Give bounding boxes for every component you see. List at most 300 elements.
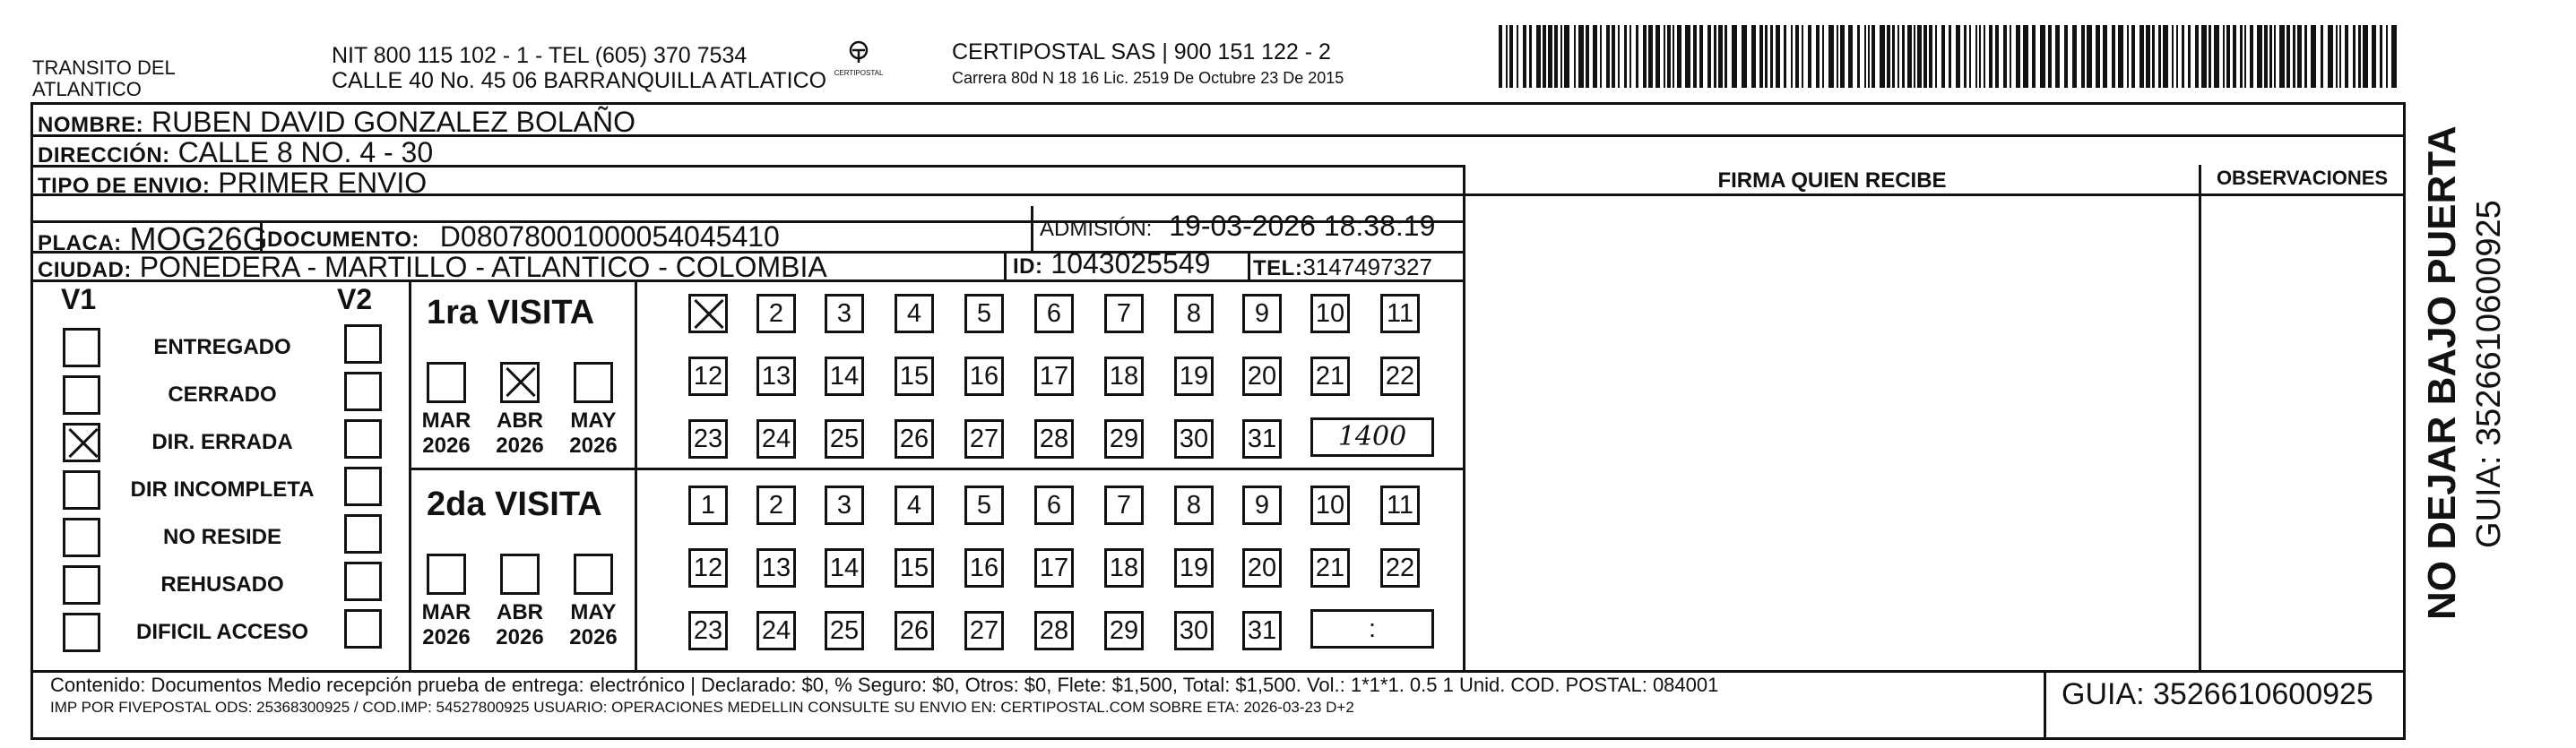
barcode-bar: [2358, 25, 2361, 88]
barcode-bar: [2345, 25, 2348, 88]
barcode-bar: [1685, 25, 1690, 88]
barcode-bar: [2233, 25, 2236, 88]
barcode-bar: [1548, 25, 1552, 88]
visit-title: 2da VISITA: [427, 486, 602, 523]
org-line-2: ATLANTICO: [32, 78, 142, 100]
barcode-bar: [1871, 25, 1875, 88]
day-box[interactable]: 4: [895, 486, 934, 525]
month-checkbox[interactable]: [574, 362, 613, 403]
month-year: 2026: [569, 434, 618, 458]
barcode-bar: [1523, 25, 1526, 88]
barcode-bar: [2131, 25, 2135, 88]
barcode-bar: [2244, 25, 2246, 88]
day-box[interactable]: 16: [964, 357, 1004, 396]
side-warning: NO DEJAR BAJO PUERTA: [2420, 125, 2464, 620]
barcode-bar: [1543, 25, 1546, 88]
barcode-bar: [1578, 25, 1584, 88]
barcode-bar: [1917, 25, 1922, 88]
barcode-bar: [1802, 25, 1803, 88]
barcode-bar: [2010, 25, 2011, 88]
barcode-bar: [2223, 25, 2225, 88]
status-label: CERRADO: [168, 383, 277, 407]
barcode-bar: [1975, 25, 1977, 88]
documento-label: DOCUMENTO:: [267, 228, 419, 252]
barcode-bar: [1612, 25, 1615, 88]
barcode-bar: [2146, 25, 2150, 88]
license-line: Carrera 80d N 18 16 Lic. 2519 De Octubre 23 De 2015: [952, 69, 1344, 87]
tipo-label: TIPO DE ENVIO:: [38, 174, 211, 198]
status-label: NO RESIDE: [162, 525, 282, 549]
observaciones-area[interactable]: [2203, 199, 2400, 668]
barcode-bar: [2016, 25, 2020, 88]
barcode-bar: [1759, 25, 1763, 88]
barcode-bar: [2003, 25, 2007, 88]
barcode-bar: [2274, 25, 2276, 88]
month-name: MAY: [570, 600, 617, 624]
barcode-bar: [1964, 25, 1967, 88]
barcode-bar: [1887, 25, 1890, 88]
v2-checkbox[interactable]: [344, 609, 382, 649]
barcode-bar: [2158, 25, 2161, 88]
day-box[interactable]: 5: [964, 486, 1004, 525]
barcode-bar: [2055, 25, 2060, 88]
barcode-bar: [2048, 25, 2052, 88]
barcode-bar: [1765, 25, 1768, 88]
admision-row: [1040, 210, 1435, 243]
ciudad-value: PONEDERA - MARTILLO - ATLANTICO - COLOMBIA: [139, 251, 827, 283]
month-year: 2026: [422, 625, 471, 649]
day-box[interactable]: 7: [1104, 294, 1144, 333]
barcode-bar: [1574, 25, 1576, 88]
status-label: DIFICIL ACCESO: [135, 620, 308, 644]
day-box[interactable]: 6: [1034, 486, 1074, 525]
barcode-bar: [1892, 25, 1895, 88]
day-box[interactable]: 3: [825, 294, 864, 333]
day-box[interactable]: 24: [756, 611, 796, 650]
day-box[interactable]: 10: [1310, 486, 1350, 525]
barcode-bar: [1816, 25, 1820, 88]
day-box[interactable]: 12: [688, 548, 728, 588]
barcode-bar: [2214, 25, 2219, 88]
month-year: 2026: [569, 625, 618, 649]
month-name: ABR: [497, 600, 543, 624]
org-contact: [332, 43, 826, 93]
ciudad-label: CIUDAD:: [38, 258, 132, 282]
v2-checkbox[interactable]: [344, 562, 382, 601]
barcode-bar: [1707, 25, 1711, 88]
month-label: [558, 408, 629, 459]
barcode-bar: [2201, 25, 2207, 88]
day-box[interactable]: 22: [1380, 548, 1420, 588]
tel-value: 3147497327: [1302, 254, 1432, 280]
month-label: [411, 600, 482, 650]
admision-label: ADMISIÓN:: [1040, 217, 1153, 241]
day-box[interactable]: 12: [688, 357, 728, 396]
barcode-bar: [1624, 25, 1627, 88]
barcode-bar: [2304, 25, 2307, 88]
month-name: MAY: [570, 408, 617, 433]
id-label: ID:: [1013, 254, 1043, 279]
barcode-graphic: [1499, 25, 2399, 88]
day-box[interactable]: 28: [1034, 611, 1074, 650]
barcode-bar: [1897, 25, 1899, 88]
barcode-bar: [2339, 25, 2341, 88]
barcode-bar: [1868, 25, 1870, 88]
month-name: ABR: [497, 408, 543, 433]
day-box[interactable]: 1: [688, 486, 728, 525]
barcode-bar: [1664, 25, 1665, 88]
day-box[interactable]: 23: [688, 611, 728, 650]
barcode-bar: [1554, 25, 1558, 88]
barcode-bar: [2297, 25, 2302, 88]
barcode-bar: [1600, 25, 1602, 88]
barcode-bar: [1564, 25, 1569, 88]
v2-label: V2: [337, 283, 373, 315]
barcode-bar: [2257, 25, 2262, 88]
barcode-bar: [1848, 25, 1853, 88]
day-box[interactable]: 21: [1310, 357, 1350, 396]
barcode-bar: [1529, 25, 1532, 88]
id-row: [1013, 247, 1210, 280]
day-box[interactable]: 14: [825, 357, 864, 396]
time-box[interactable]: :: [1310, 609, 1434, 649]
barcode-bar: [2363, 25, 2368, 88]
day-box[interactable]: 16: [964, 548, 1004, 588]
barcode-bar: [1969, 25, 1971, 88]
v2-checkbox[interactable]: [344, 514, 382, 554]
barcode-bar: [2269, 25, 2272, 88]
day-box[interactable]: 17: [1034, 548, 1074, 588]
v2-checkbox[interactable]: [344, 372, 382, 411]
barcode-bar: [2209, 25, 2211, 88]
barcode-bar: [2293, 25, 2295, 88]
barcode-bar: [1643, 25, 1647, 88]
barcode-bar: [2279, 25, 2285, 88]
org-name: [32, 57, 176, 100]
barcode-bar: [1914, 25, 1915, 88]
barcode-bar: [1714, 25, 1716, 88]
barcode-bar: [2118, 25, 2123, 88]
observaciones-heading: OBSERVACIONES: [2216, 167, 2389, 189]
barcode-bar: [1618, 25, 1620, 88]
company-line: CERTIPOSTAL SAS | 900 151 122 - 2: [952, 39, 1331, 64]
barcode-bar: [2112, 25, 2115, 88]
v1-checkbox[interactable]: [63, 470, 100, 510]
barcode-bar: [2321, 25, 2323, 88]
day-box[interactable]: 7: [1104, 486, 1144, 525]
v1-checkbox[interactable]: [63, 613, 100, 652]
month-label: [484, 600, 556, 650]
day-box[interactable]: 18: [1104, 357, 1144, 396]
barcode-bar: [2380, 25, 2382, 88]
month-label: [411, 408, 482, 459]
nombre-value: RUBEN DAVID GONZALEZ BOLAÑO: [151, 106, 635, 138]
day-box[interactable]: 6: [1034, 294, 1074, 333]
logo-text: CERTIPOSTAL: [834, 69, 884, 77]
barcode-bar: [1907, 25, 1912, 88]
v1-checkbox[interactable]: [63, 375, 100, 415]
documento-row: [267, 220, 780, 254]
day-box[interactable]: 14: [825, 548, 864, 588]
day-box[interactable]: 19: [1174, 548, 1214, 588]
day-box[interactable]: 21: [1310, 548, 1350, 588]
barcode-bar: [2096, 25, 2100, 88]
barcode-bar: [1837, 25, 1838, 88]
month-checkbox[interactable]: [427, 554, 466, 595]
barcode-bar: [2064, 25, 2068, 88]
barcode-bar: [1742, 25, 1747, 88]
day-box[interactable]: 29: [1104, 419, 1144, 459]
imp-text: IMP POR FIVEPOSTAL ODS: 25368300925 / COD.IMP: 54527800925 USUARIO: OPERACIONES MEDELLIN CONSULTE SU ENVIO EN: CERTIPOSTAL.COM SOBRE ETA: 2026-03-23 D+2: [50, 699, 1354, 716]
firma-heading: FIRMA QUIEN RECIBE: [1717, 168, 1947, 193]
day-box[interactable]: 22: [1380, 357, 1420, 396]
barcode-bar: [2188, 25, 2191, 88]
barcode-bar: [1606, 25, 1610, 88]
barcode-bar: [2081, 25, 2085, 88]
barcode-bar: [2286, 25, 2290, 88]
day-box[interactable]: 2: [756, 486, 796, 525]
barcode-bar: [2250, 25, 2253, 88]
barcode-bar: [2023, 25, 2028, 88]
day-box[interactable]: 9: [1242, 486, 1282, 525]
day-box[interactable]: 11: [1380, 294, 1420, 333]
barcode-bar: [1718, 25, 1723, 88]
barcode-bar: [1857, 25, 1860, 88]
placa-label: PLACA:: [38, 231, 122, 255]
barcode-bar: [1699, 25, 1703, 88]
admision-value: 19-03-2026 18:38:19: [1169, 210, 1436, 242]
barcode-bar: [1941, 25, 1945, 88]
barcode-bar: [2072, 25, 2077, 88]
placa-value: MOG26G: [129, 220, 268, 257]
day-box[interactable]: 8: [1174, 294, 1214, 333]
day-box[interactable]: 15: [895, 548, 934, 588]
v2-checkbox[interactable]: [344, 467, 382, 506]
barcode-bar: [1880, 25, 1885, 88]
barcode-bar: [2139, 25, 2144, 88]
status-label: DIR INCOMPLETA: [130, 477, 315, 502]
v1-checkbox[interactable]: [63, 328, 100, 367]
barcode-bar: [2127, 25, 2129, 88]
barcode-bar: [1784, 25, 1786, 88]
barcode-bar: [2195, 25, 2199, 88]
barcode-bar: [1989, 25, 1993, 88]
barcode-bar: [1808, 25, 1811, 88]
barcode-bar: [1770, 25, 1773, 88]
barcode-bar: [1935, 25, 1937, 88]
signature-area[interactable]: [1468, 199, 2196, 668]
company-info: [952, 39, 1344, 88]
status-label: DIR. ERRADA: [151, 430, 293, 454]
month-name: MAR: [421, 600, 471, 624]
month-checkbox[interactable]: [500, 554, 540, 595]
barcode-bar: [1655, 25, 1660, 88]
day-box[interactable]: 23: [688, 419, 728, 459]
day-box[interactable]: [688, 294, 728, 333]
v1-checkbox[interactable]: [63, 518, 100, 557]
barcode-bar: [1864, 25, 1866, 88]
day-box[interactable]: 9: [1242, 294, 1282, 333]
documento-value: D08078001000054045410: [439, 220, 780, 253]
barcode-bar: [2182, 25, 2184, 88]
nombre-row: [38, 106, 635, 139]
day-box[interactable]: 20: [1242, 548, 1282, 588]
barcode-bar: [2386, 25, 2388, 88]
barcode: [1499, 25, 2399, 88]
day-box[interactable]: 2: [756, 294, 796, 333]
day-box[interactable]: 3: [825, 486, 864, 525]
barcode-bar: [2311, 25, 2316, 88]
barcode-bar: [1586, 25, 1589, 88]
barcode-bar: [2152, 25, 2155, 88]
barcode-bar: [1929, 25, 1932, 88]
barcode-bar: [1984, 25, 1985, 88]
day-box[interactable]: 4: [895, 294, 934, 333]
barcode-bar: [1693, 25, 1697, 88]
barcode-bar: [2103, 25, 2107, 88]
nombre-label: NOMBRE:: [38, 113, 144, 137]
day-box[interactable]: 18: [1104, 548, 1144, 588]
day-box[interactable]: 17: [1034, 357, 1074, 396]
barcode-bar: [1828, 25, 1834, 88]
day-box[interactable]: 8: [1174, 486, 1214, 525]
day-box[interactable]: 13: [756, 548, 796, 588]
barcode-bar: [1795, 25, 1799, 88]
footer-guia: GUIA: 3526610600925: [2062, 677, 2373, 711]
day-box[interactable]: 29: [1104, 611, 1144, 650]
status-label: REHUSADO: [160, 572, 284, 597]
barcode-bar: [1791, 25, 1793, 88]
barcode-bar: [1593, 25, 1597, 88]
barcode-bar: [1677, 25, 1681, 88]
certipostal-logo: [834, 39, 884, 77]
day-box[interactable]: 13: [756, 357, 796, 396]
day-box[interactable]: 31: [1242, 611, 1282, 650]
month-name: MAR: [421, 408, 471, 433]
barcode-bar: [2226, 25, 2230, 88]
month-year: 2026: [496, 434, 544, 458]
month-label: [558, 600, 629, 650]
day-box[interactable]: 26: [895, 419, 934, 459]
barcode-bar: [1751, 25, 1756, 88]
barcode-bar: [1776, 25, 1780, 88]
day-box[interactable]: 26: [895, 611, 934, 650]
barcode-bar: [2240, 25, 2243, 88]
day-box[interactable]: 5: [964, 294, 1004, 333]
barcode-bar: [1517, 25, 1518, 88]
status-label: ENTREGADO: [153, 335, 291, 359]
tel-row: [1253, 249, 1432, 282]
address-line: CALLE 40 No. 45 06 BARRANQUILLA ATLATICO: [332, 68, 827, 93]
barcode-bar: [1506, 25, 1508, 88]
barcode-bar: [2264, 25, 2268, 88]
day-box[interactable]: 24: [756, 419, 796, 459]
barcode-bar: [1956, 25, 1960, 88]
barcode-bar: [1949, 25, 1951, 88]
contenido-text: Contenido: Documentos Medio recepción prueba de entrega: electrónico | Declarado: $0, % Seguro: $0, Otros: $0, Flete: $1,500, Total: $1,500. Vol.: 1*1*1. 0.5 1 Unid. COD. POSTAL: 084001: [50, 674, 1719, 696]
direccion-label: DIRECCIÓN:: [38, 143, 170, 168]
barcode-bar: [1995, 25, 1999, 88]
barcode-bar: [2032, 25, 2036, 88]
barcode-bar: [2391, 25, 2397, 88]
barcode-bar: [1979, 25, 1981, 88]
barcode-bar: [1732, 25, 1737, 88]
day-box[interactable]: 28: [1034, 419, 1074, 459]
direccion-row: [38, 136, 433, 169]
barcode-bar: [2172, 25, 2174, 88]
day-box[interactable]: 27: [964, 611, 1004, 650]
day-box[interactable]: 11: [1380, 486, 1420, 525]
nit-line: NIT 800 115 102 - 1 - TEL (605) 370 7534: [332, 43, 748, 68]
day-box[interactable]: 25: [825, 419, 864, 459]
barcode-bar: [1636, 25, 1638, 88]
barcode-bar: [1536, 25, 1541, 88]
id-value: 1043025549: [1050, 247, 1211, 279]
barcode-bar: [1629, 25, 1631, 88]
barcode-bar: [1902, 25, 1905, 88]
month-year: 2026: [422, 434, 471, 458]
org-line-1: TRANSITO DEL: [32, 56, 176, 79]
v1-checkbox[interactable]: [63, 565, 100, 605]
day-box[interactable]: 10: [1310, 294, 1350, 333]
direccion-value: CALLE 8 NO. 4 - 30: [177, 136, 434, 168]
month-checkbox[interactable]: [574, 554, 613, 595]
barcode-bar: [1923, 25, 1927, 88]
day-box[interactable]: 30: [1174, 419, 1214, 459]
day-box[interactable]: 30: [1174, 611, 1214, 650]
barcode-bar: [1840, 25, 1845, 88]
barcode-bar: [1648, 25, 1653, 88]
day-box[interactable]: 31: [1242, 419, 1282, 459]
month-checkbox[interactable]: [500, 362, 540, 403]
barcode-bar: [2163, 25, 2168, 88]
v1-label: V1: [61, 283, 97, 315]
tipo-row: [38, 167, 427, 200]
barcode-bar: [1509, 25, 1513, 88]
barcode-bar: [1499, 25, 1502, 88]
time-box[interactable]: 1400: [1310, 417, 1434, 457]
tel-label: TEL:: [1253, 256, 1303, 280]
logo-icon: [845, 39, 872, 66]
barcode-bar: [1667, 25, 1671, 88]
v2-checkbox[interactable]: [344, 419, 382, 459]
v2-checkbox[interactable]: [344, 324, 382, 364]
barcode-bar: [1822, 25, 1824, 88]
barcode-bar: [1673, 25, 1674, 88]
day-box[interactable]: 20: [1242, 357, 1282, 396]
ciudad-row: [38, 251, 827, 284]
barcode-bar: [1725, 25, 1727, 88]
barcode-bar: [1560, 25, 1562, 88]
barcode-bar: [2372, 25, 2376, 88]
month-label: [484, 408, 556, 459]
visit-title: 1ra VISITA: [427, 294, 595, 331]
day-box[interactable]: 15: [895, 357, 934, 396]
month-year: 2026: [496, 625, 544, 649]
tipo-value: PRIMER ENVIO: [218, 167, 428, 199]
v1-checkbox[interactable]: [63, 423, 100, 462]
barcode-bar: [2328, 25, 2333, 88]
day-box[interactable]: 25: [825, 611, 864, 650]
side-guia: GUIA: 3526610600925: [2470, 200, 2508, 548]
barcode-bar: [2176, 25, 2178, 88]
month-checkbox[interactable]: [427, 362, 466, 403]
barcode-bar: [2087, 25, 2092, 88]
barcode-bar: [2336, 25, 2338, 88]
day-box[interactable]: 19: [1174, 357, 1214, 396]
day-box[interactable]: 27: [964, 419, 1004, 459]
barcode-bar: [2353, 25, 2356, 88]
